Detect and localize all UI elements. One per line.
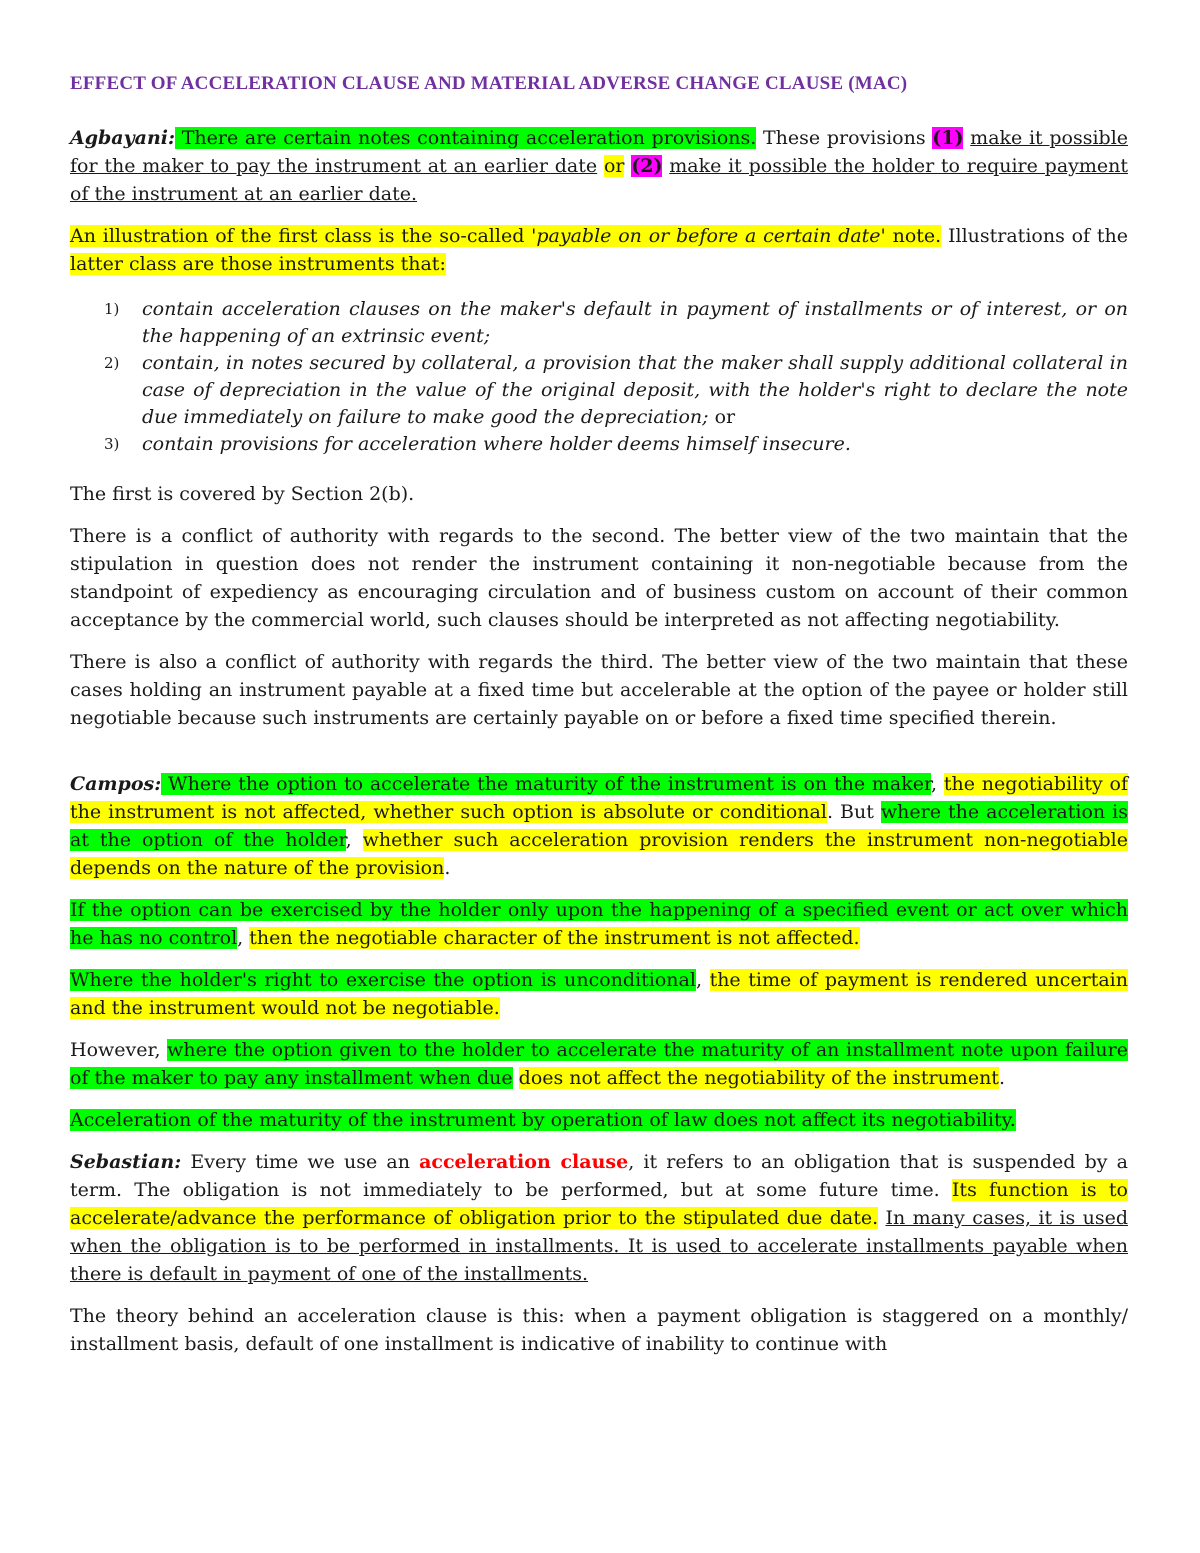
campos-paragraph-4 (70, 1036, 1128, 1092)
campos-p2-sep: , (237, 927, 250, 949)
list-item (104, 350, 1128, 431)
campos-p1-end: . (444, 857, 451, 879)
campos-p3-yellow: the time of payment is rendered uncertain and the instrument would not be negotiable. (70, 969, 1128, 1019)
section-gap (70, 746, 1128, 770)
agbayani-p2-highlight-1 (70, 225, 941, 247)
list-item-number: 3) (104, 435, 120, 453)
campos-paragraph-1 (70, 770, 1128, 882)
campos-p1-sep-1: , (931, 773, 944, 795)
campos-p4-yellow: does not affect the negotiability of the instrument (518, 1067, 999, 1089)
agbayani-paragraph-5: There is also a conflict of authority with regards the third. The better view of the two maintain that these cases holding an instrument payable at a fixed time but accelerable at the option of the payee or holder still negotiable because such instruments are certainly payable on or before a fixed time specified therein. (70, 651, 1128, 729)
agbayani-or-highlight: or (603, 155, 625, 177)
agbayani-p2-text-d: Illustrations of the (941, 225, 1129, 247)
campos-p1-yellow-2: whether such acceleration provision renders the instrument non-negotiable depends on the nature of the provision (70, 829, 1128, 879)
agbayani-p2-text-c: note. (885, 225, 942, 247)
sebastian-p1-text-c: , it refers to an obligation that is suspended by a term. The obligation is not immediately to be performed, but at some future time. (70, 1151, 1128, 1201)
campos-p2-green: If the option can be exercised by the holder only upon the happening of a specified event or act over which he has no control (70, 899, 1128, 949)
agbayani-speaker: Agbayani: (70, 127, 176, 149)
agbayani-paragraph-4: There is a conflict of authority with regards to the second. The better view of the two maintain that the stipulation in question does not render the instrument containing it non-negotiable because from the standpoint of expediency as encouraging circulation and of business custom on account of their common acceptance by the commercial world, such clauses should be interpreted as not affecting negotiability. (70, 525, 1128, 631)
agbayani-p2-quote: 'payable on or before a certain date' (531, 225, 886, 247)
campos-p1-yellow-1: the negotiability of the instrument is not affected, whether such option is absolute or conditional (70, 773, 1128, 823)
list-item-text: contain provisions for acceleration where holder deems himself insecure. (142, 433, 851, 455)
campos-p1-sep-3: , (345, 829, 363, 851)
agbayani-p1-space-2 (597, 155, 604, 177)
sebastian-p1-yellow: Its function is to accelerate/advance the performance of obligation prior to the stipulated due date. (70, 1179, 1128, 1229)
agbayani-p2-text-a: An illustration of the first class is the so-called (70, 225, 532, 247)
campos-paragraph-3 (70, 966, 1128, 1022)
agbayani-p1-underlined-2: make it possible the holder to require payment of the instrument at an earlier date. (70, 155, 1129, 205)
agbayani-p1-underlined-1: make it possible for the maker to pay the instrument at an earlier date (70, 127, 1129, 177)
agbayani-marker-2: (2) (631, 155, 663, 177)
document-title: EFFECT OF ACCELERATION CLAUSE AND MATERIAL ADVERSE CHANGE CLAUSE (MAC) (70, 73, 908, 94)
campos-p1-green-1: Where the option to accelerate the maturity of the instrument is on the maker (161, 773, 931, 795)
campos-p4-end: . (998, 1067, 1005, 1089)
campos-p4-green: where the option given to the holder to accelerate the maturity of an installment note upon failure of the maker to pay any installment when due (70, 1039, 1128, 1089)
list-item-text: contain, in notes secured by collateral, a provision that the maker shall supply additional collateral in case of depreciation in the value of the original deposit, with the holder's right to declare the note due immediately on failure to make good the depreciation; (142, 352, 1128, 428)
campos-p4-sep (513, 1067, 519, 1089)
agbayani-paragraph-1 (70, 124, 1128, 208)
list-item (104, 296, 1128, 350)
agbayani-p1-text: These provisions (756, 127, 933, 149)
sebastian-speaker: Sebastian: (70, 1151, 182, 1173)
agbayani-p1-highlight: There are certain notes containing acceleration provisions. (175, 127, 757, 149)
list-item (104, 431, 1128, 458)
campos-p1-sep-2: . But (826, 801, 881, 823)
campos-p1-green-2: where the acceleration is at the option of the holder (70, 801, 1128, 851)
campos-p5-green: Acceleration of the maturity of the instrument by operation of law does not affect its negotiability. (70, 1109, 1016, 1131)
sebastian-paragraph-1 (70, 1148, 1128, 1288)
campos-paragraph-5 (70, 1106, 1128, 1134)
list-item-tail: or (708, 406, 736, 428)
sebastian-acceleration-clause: acceleration clause (419, 1151, 629, 1173)
list-item-number: 2) (104, 354, 120, 372)
agbayani-paragraph-2 (70, 222, 1128, 278)
agbayani-illustration-list (70, 296, 1128, 458)
list-item-number: 1) (104, 300, 120, 318)
sebastian-p1-underlined: In many cases, it is used when the obligation is to be performed in installments. It is used to accelerate installments payable when there is default in payment of one of the installments. (70, 1207, 1128, 1285)
campos-p2-yellow: then the negotiable character of the instrument is not affected. (249, 927, 860, 949)
list-item-text: contain acceleration clauses on the maker's default in payment of installments or of interest, or on the happening of an extrinsic event; (142, 298, 1128, 347)
sebastian-p1-sep (878, 1207, 885, 1229)
sebastian-paragraph-2: The theory behind an acceleration clause is this: when a payment obligation is staggered on a monthly/ installment basis, default of one installment is indicative of inability to continue with (70, 1305, 1128, 1355)
agbayani-marker-1: (1) (932, 127, 964, 149)
campos-p4-text: However, (70, 1039, 168, 1061)
sebastian-p1-text-a: Every time we use an (181, 1151, 420, 1173)
campos-speaker: Campos: (70, 773, 162, 795)
campos-p3-sep: , (695, 969, 710, 991)
agbayani-paragraph-3: The first is covered by Section 2(b). (70, 483, 415, 505)
campos-p3-green: Where the holder's right to exercise the option is unconditional (70, 969, 696, 991)
agbayani-p2-highlight-2: latter class are those instruments that: (70, 253, 446, 275)
campos-paragraph-2 (70, 896, 1128, 952)
